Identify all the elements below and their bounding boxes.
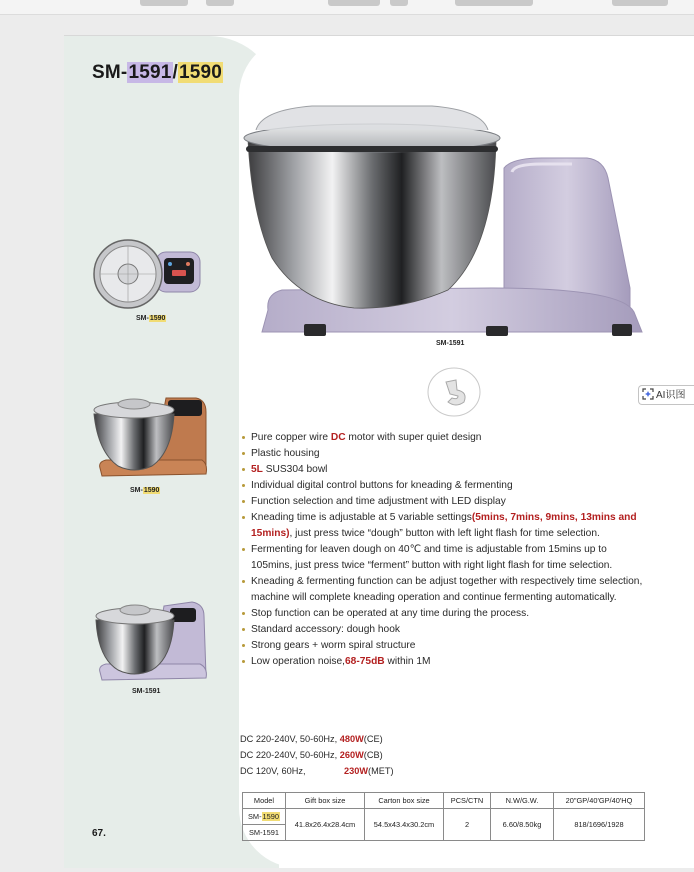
table-header: Model [243,793,286,809]
feature-item: Kneading & fermenting function can be adjust together with respectively time selection, machine will complete kneading operation and continue fermenting automatically. [242,574,646,606]
feature-item: Function selection and time adjustment with LED display [242,494,646,510]
ai-button-label: AI识图 [656,390,686,401]
table-row [243,809,645,825]
toolbar-control[interactable] [455,0,533,6]
table-header-row [243,793,645,809]
feature-item: Pure copper wire DC motor with super quiet design [242,430,646,446]
feature-item: Individual digital control buttons for kneading & fermenting [242,478,646,494]
feature-item: Low operation noise,68-75dB within 1M [242,654,646,670]
page-title: SM-1591/1590 [92,62,223,83]
catalog-page: SM-1591/1590 SM-1591 SM-1590 SM-1590 SM-1591 Pure copper wire DC motor with super quiet design Plastic housing 5L SUS304 bowl Individual digital control buttons for kneading & fermenting Function selection and time adjustment with LED display Kneading time is adjustable at 5 variable settings(5mins, 7mins, 9mins, 13mins and 15mins), just press twice “dough” button with left light flash for time selection. Fermenting for leaven dough on 40℃ and time is adjustable from 15mins up to 105mins, just press twice “ferment” button with right light flash for time selection. Kneading & fermenting function can be adjust together with respectively time selection, machine will complete kneading operation and continue fermenting automatically. Stop function can be operated at any time during the process. Standard accessory: dough hook Strong gears + worm spiral structure Low operation noise,68-75dB within 1M DC 220-240V, 50-60Hz, 480W(CE) DC 220-240V, 50-60Hz, 260W(CB) DC 120V, 60Hz, 230W(MET) Model Gift box size Carton box size PCS/CTN N.W/G.W. 20"GP/40'GP/40'HQ SM-1590 41.8x26.4x28.4cm 54.5x43.4x30.2cm 2 6.60/8.50kg 818/1696/1928 SM-1591 67. [64,35,694,868]
toolbar-control[interactable] [328,0,380,6]
main-mixer-image [242,98,652,338]
dough-hook-icon [426,366,482,418]
table-cell: 818/1696/1928 [554,809,645,841]
table-header: PCS/CTN [444,793,491,809]
title-model-1591: 1591 [128,62,172,83]
viewer-toolbar [0,0,694,15]
mixer-purple-caption: SM-1591 [132,688,161,695]
table-cell: 54.5x43.4x30.2cm [365,809,444,841]
table-cell: 41.8x26.4x28.4cm [286,809,365,841]
table-header: Gift box size [286,793,365,809]
table-cell: 2 [444,809,491,841]
mixer-top-view-caption: SM-1590 [136,315,166,322]
table-header: Carton box size [365,793,444,809]
table-cell-model: SM-1591 [243,825,286,841]
table-cell-model: SM-1590 [243,809,286,825]
ai-scan-icon [642,388,654,400]
table-header: N.W/G.W. [491,793,554,809]
spec-table [242,792,645,841]
feature-item: Fermenting for leaven dough on 40℃ and time is adjustable from 15mins up to 105mins, just press twice “ferment” button with right light flash for time selection. [242,542,646,574]
feature-item: Strong gears + worm spiral structure [242,638,646,654]
mixer-top-view-image [92,238,206,312]
feature-item: Stop function can be operated at any time during the process. [242,606,646,622]
table-header: 20"GP/40'GP/40'HQ [554,793,645,809]
feature-list [242,430,646,670]
toolbar-control[interactable] [612,0,668,6]
toolbar-control[interactable] [140,0,188,6]
feature-item: Kneading time is adjustable at 5 variable settings(5mins, 7mins, 9mins, 13mins and 15mins), just press twice “dough” button with left light flash for time selection. [242,510,646,542]
table-cell: 6.60/8.50kg [491,809,554,841]
toolbar-control[interactable] [390,0,408,6]
feature-item: Plastic housing [242,446,646,462]
main-mixer-caption: SM-1591 [436,340,465,347]
mixer-copper-caption: SM-1590 [130,487,160,494]
ai-recognize-button[interactable] [638,385,694,405]
title-model-1590: 1590 [179,62,223,83]
feature-item: 5L SUS304 bowl [242,462,646,478]
feature-item: Standard accessory: dough hook [242,622,646,638]
page-number: 67. [92,828,106,839]
toolbar-control[interactable] [206,0,234,6]
mixer-copper-image [92,386,210,482]
mixer-purple-image [92,596,210,686]
